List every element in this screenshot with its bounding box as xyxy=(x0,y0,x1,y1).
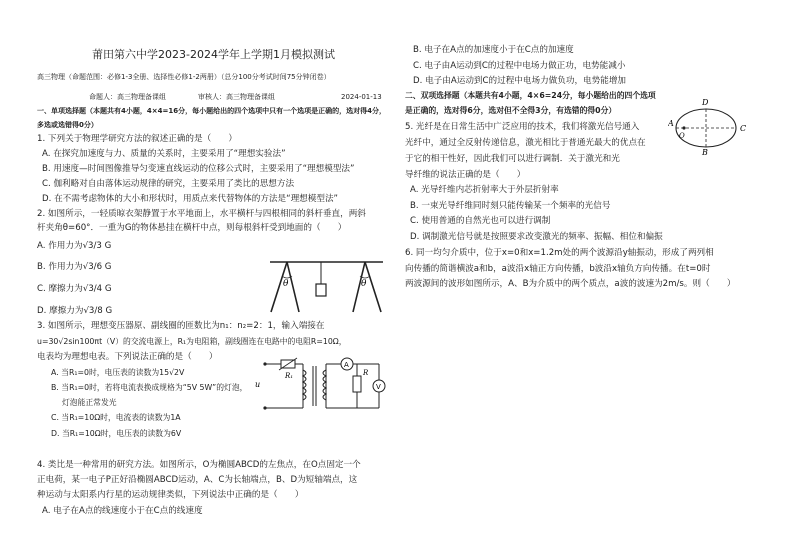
q3-option-d: D. 当R₁=10Ω时，电压表的读数为6V xyxy=(51,429,182,438)
ellipse-label-d: D xyxy=(702,98,709,107)
clothes-rack-figure xyxy=(265,254,390,314)
source-u-label: u xyxy=(255,380,261,389)
section1-heading-2: 多选或选错得0分） xyxy=(37,121,98,129)
q6-stem-2: 向传播的简谐横波a和b，a波沿x轴正方向传播，b波沿x轴负方向传播。在t=0时 xyxy=(405,264,711,274)
q5-option-c: C. 使用普通的自然光也可以进行调制 xyxy=(410,216,551,226)
q5-stem-4: 导纤维的说法正确的是（ ） xyxy=(405,170,526,180)
q2-stem-2: 杆夹角θ=60°．一重为G的物体悬挂在横杆中点，则每根斜杆受到地面的（ ） xyxy=(37,223,347,233)
q4-option-b: B. 电子在A点的加速度小于在C点的加速度 xyxy=(413,45,574,55)
q2-option-b: B. 作用力为√3/6 G xyxy=(37,262,112,272)
ammeter-label: A xyxy=(344,361,349,369)
r-label: R xyxy=(363,369,369,377)
q6-stem-3: 两波源间的波形如图所示，A、B为介质中的两个质点，a波的波速为2m/s。则（ ） xyxy=(405,279,736,289)
q4-stem: 4. 类比是一种常用的研究方法。如图所示，O为椭圆ABCD的左焦点，在O点固定一个 xyxy=(37,460,361,470)
q1-option-b: B. 用速度—时间图像推导匀变速直线运动的位移公式时，主要采用了“理想模型法” xyxy=(42,164,355,174)
q3-stem-3: 电表均为理想电表。下列说法正确的是（ ） xyxy=(37,352,218,362)
ellipse-figure xyxy=(668,96,750,156)
q5-stem-2: 光纤中，通过全反射传递信息，激光相比于普通光最大的优点在 xyxy=(405,138,646,148)
ellipse-label-a: A xyxy=(668,119,674,128)
q3-option-c: C. 当R₁=10Ω时，电流表的读数为1A xyxy=(51,413,181,422)
section1-heading: 一、单项选择题（本题共有4小题，4×4=16分，每小题给出的四个选项中只有一个选项是正确的，选对得4分， xyxy=(37,107,386,115)
q2-option-a: A. 作用力为√3/3 G xyxy=(37,241,112,251)
q2-option-c: C. 摩擦力为√3/4 G xyxy=(37,284,112,294)
q5-option-a: A. 光导纤维内芯折射率大于外层折射率 xyxy=(410,185,559,195)
q2-option-d: D. 摩擦力为√3/8 G xyxy=(37,306,113,316)
section2-heading: 二、双项选择题（本题共有4小题，4×6=24分，每小题给出的四个选项 xyxy=(405,91,656,100)
q1-option-a: A. 在探究加速度与力、质量的关系时，主要采用了“理想实验法” xyxy=(42,149,286,159)
theta-label-right: θ xyxy=(361,279,367,289)
q5-option-b: B. 一束光导纤维同时刻只能传输某一个频率的光信号 xyxy=(410,201,611,211)
voltmeter-label: V xyxy=(376,383,381,391)
subject-line: 高三物理（命题范围：必修1-3全册、选择性必修1-2两册）（总分100分考试时间75分钟闭卷） xyxy=(37,73,331,81)
q4-option-a: A. 电子在A点的线速度小于在C点的线速度 xyxy=(42,506,203,516)
q3-option-b: B. 当R₁=0时，若将电流表换成规格为“5V 5W”的灯泡， xyxy=(51,383,248,392)
q4-stem-3: 种运动与太阳系内行星的运动规律类似，下列说法中正确的是（ ） xyxy=(37,490,304,500)
q5-stem: 5. 光纤是在日常生活中广泛应用的技术，我们将激光信号通入 xyxy=(405,122,640,132)
q3-option-a: A. 当R₁=0时，电压表的读数为15√2V xyxy=(51,368,185,377)
exam-title: 莆田第六中学2023-2024学年上学期1月模拟测试 xyxy=(92,48,335,61)
reviewer-text: 审核人：高三物理备课组 xyxy=(198,93,275,101)
q3-stem: 3. 如图所示，理想变压器原、副线圈的匝数比为n₁：n₂=2：1，输入端接在 xyxy=(37,321,325,331)
q5-option-d: D. 调制激光信号就是按照要求改变激光的频率、振幅、相位和偏振 xyxy=(410,232,663,242)
q4-option-d: D. 电子由A运动到C的过程中电场力做负功，电势能增加 xyxy=(413,76,627,86)
ellipse-label-b: B xyxy=(702,148,708,156)
ellipse-label-o: O xyxy=(679,132,685,140)
q3-option-b-2: 灯泡能正常发光 xyxy=(62,398,117,407)
theta-label-left: θ xyxy=(283,279,289,289)
section2-heading-2: 是正确的，选对得6分，选对但不全得3分，有选错的得0分） xyxy=(405,106,617,115)
q3-stem-2: u=30√2sin100πt（V）的交流电源上，R₁为电阻箱，副线圈连在电路中的电阻R=10Ω， xyxy=(37,337,347,346)
date-text: 2024-01-13 xyxy=(341,93,382,101)
q5-stem-3: 于它的相干性好，因此我们可以进行调制．关于激光和光 xyxy=(405,154,620,164)
q1-stem: 1. 下列关于物理学研究方法的叙述正确的是（ ） xyxy=(37,134,237,144)
setter-text: 命题人：高三物理备课组 xyxy=(89,93,166,101)
q4-stem-2: 正电荷，某一电子P正好沿椭圆ABCD运动，A、C为长轴端点，B、D为短轴端点，这 xyxy=(37,475,358,485)
q4-option-c: C. 电子由A运动到C的过程中电场力做正功，电势能减小 xyxy=(413,61,626,71)
q1-option-c: C. 伽利略对自由落体运动规律的研究，主要采用了类比的思想方法 xyxy=(42,179,295,189)
ellipse-label-c: C xyxy=(740,124,747,133)
q2-stem: 2. 如图所示，一轻质晾衣架静置于水平地面上，水平横杆与四根相同的斜杆垂直，两斜 xyxy=(37,209,366,219)
q1-option-d: D. 在不需考虑物体的大小和形状时，用质点来代替物体的方法是“理想模型法” xyxy=(42,194,338,204)
r1-label: R₁ xyxy=(285,372,294,380)
transformer-circuit-figure xyxy=(253,356,388,416)
q6-stem: 6. 同一均匀介质中，位于x=0和x=1.2m处的两个波源沿y轴振动，形成了两列相 xyxy=(405,248,714,258)
